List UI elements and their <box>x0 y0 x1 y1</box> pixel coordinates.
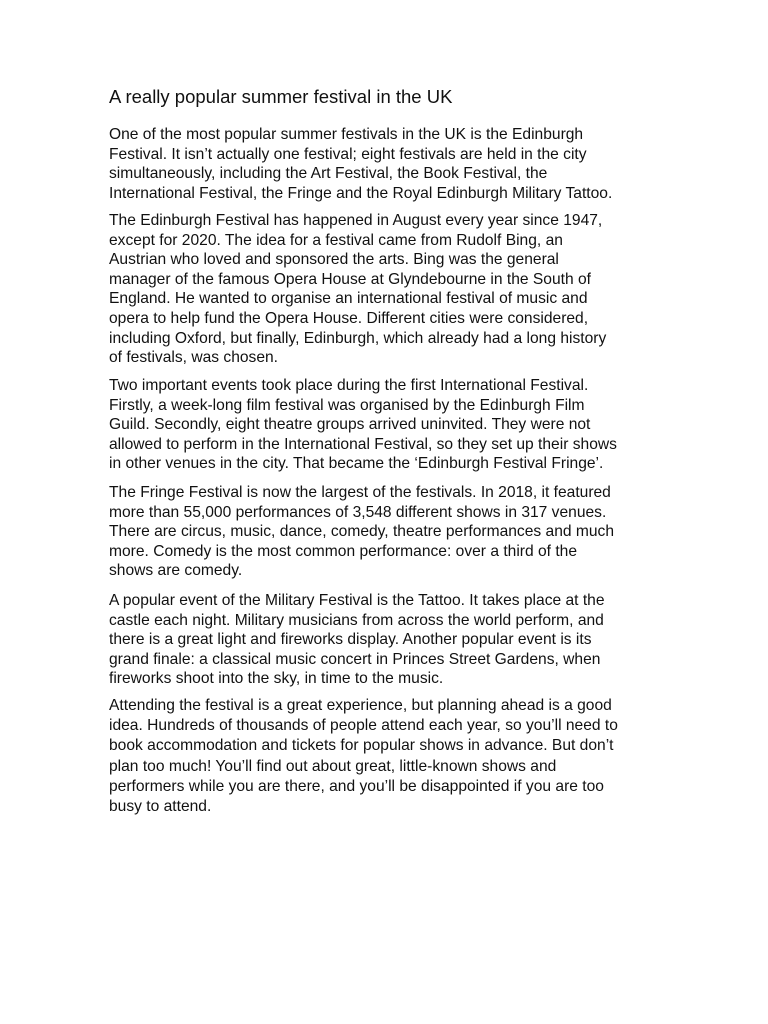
text-line: Two important events took place during the first International Festival. <box>109 377 589 394</box>
text-line: Attending the festival is a great experience, but planning ahead is a good <box>109 697 612 714</box>
text-line: Firstly, a week-long film festival was organised by the Edinburgh Film <box>109 396 585 414</box>
text-line: busy to attend. <box>109 798 212 816</box>
paragraph-history <box>109 211 669 368</box>
text-line: A popular event of the Military Festival is the Tattoo. It takes place at the <box>109 592 605 609</box>
text-line: There are circus, music, dance, comedy, theatre performances and much <box>109 523 614 541</box>
text-line: International Festival, the Fringe and the Royal Edinburgh Military Tattoo. <box>109 184 613 202</box>
text-line: castle each night. Military musicians from across the world perform, and <box>109 611 604 629</box>
text-line: performers while you are there, and you’ll be disappointed if you are too <box>109 777 604 795</box>
text-line: One of the most popular summer festivals in the UK is the Edinburgh <box>109 126 584 143</box>
text-line: grand finale: a classical music concert in Princes Street Gardens, when <box>109 650 601 668</box>
text-line: there is a great light and fireworks display. Another popular event is its <box>109 631 592 649</box>
text-line: allowed to perform in the International Festival, so they set up their shows <box>109 435 617 453</box>
text-line: Austrian who loved and sponsored the arts. Bing was the general <box>109 251 559 269</box>
paragraph-editions <box>109 125 669 203</box>
paragraph-first-festival <box>109 376 669 474</box>
text-line: England. He wanted to organise an international festival of music and <box>109 290 588 308</box>
text-line: in other venues in the city. That became the ‘Edinburgh Festival Fringe’. <box>109 455 604 473</box>
text-line: idea. Hundreds of thousands of people attend each year, so you’ll need to <box>109 717 618 735</box>
paragraph-fringe <box>109 483 669 581</box>
text-line: opera to help fund the Opera House. Different cities were considered, <box>109 309 589 327</box>
paragraph-tattoo <box>109 591 669 689</box>
text-line: except for 2020. The idea for a festival came from Rudolf Bing, an <box>109 231 563 249</box>
text-line: The Fringe Festival is now the largest of the festivals. In 2018, it featured <box>109 484 611 501</box>
text-line: Guild. Secondly, eight theatre groups arrived uninvited. They were not <box>109 416 591 434</box>
paragraph-attending <box>109 696 669 817</box>
text-line: manager of the famous Opera House at Glyndebourne in the South of <box>109 270 591 288</box>
text-line: Festival. It isn’t actually one festival; eight festivals are held in the city <box>109 145 587 163</box>
text-line: more. Comedy is the most common performance: over a third of the <box>109 542 578 560</box>
text-line: including Oxford, but finally, Edinburgh, which already had a long history <box>109 329 607 347</box>
text-line: plan too much! You’ll find out about great, little-known shows and <box>109 757 557 775</box>
text-line: more than 55,000 performances of 3,548 different shows in 317 venues. <box>109 503 607 521</box>
text-line: fireworks shoot into the sky, in time to the music. <box>109 670 444 688</box>
text-line: of festivals, was chosen. <box>109 349 279 367</box>
text-line: book accommodation and tickets for popular shows in advance. But don’t <box>109 737 614 755</box>
text-line: The Edinburgh Festival has happened in August every year since 1947, <box>109 212 603 229</box>
page-title: A really popular summer festival in the UK <box>109 86 453 107</box>
text-line: simultaneously, including the Art Festival, the Book Festival, the <box>109 165 548 183</box>
text-line: shows are comedy. <box>109 562 243 580</box>
